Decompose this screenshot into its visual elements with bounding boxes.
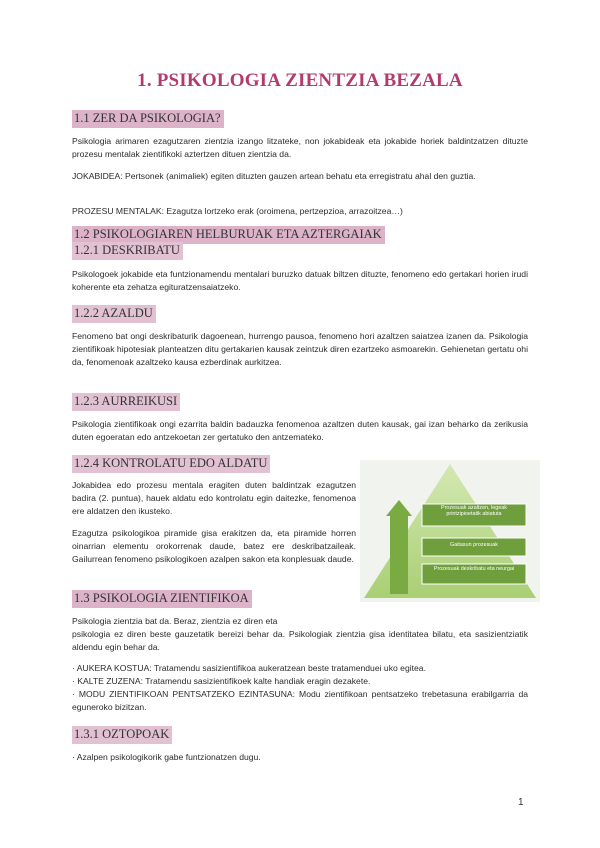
paragraph-deskribatu: Psikologoek jokabide eta funtzionamendu mentalari buruzko datuak biltzen dituzte, fenomeno edo gertakari horien irudi koherente eta zehatza egituratzensaiatzeko. — [72, 269, 528, 293]
knowledge-pyramid-figure — [360, 460, 540, 602]
heading-1-2-4: 1.2.4 KONTROLATU EDO ALDATU — [72, 455, 270, 473]
heading-1-3: 1.3 PSIKOLOGIA ZIENTIFIKOA — [72, 590, 252, 608]
bullet-modu-zientifikoan: · MODU ZIENTIFIKOAN PENTSATZEKO EZINTASUNA: Modu zientifikoan pentsatzeko trebetasuna erabilgarria da eguneroko bizitzan. — [72, 689, 528, 713]
paragraph-aurreikusi: Psikologia zientifikoak ongi ezarrita baldin badauzka fenomenoa azaltzen duten kausak, gai izan beharko da zerikusia duten egoeratan edo antzekoetan zer gertatuko den antzemateko. — [72, 419, 528, 443]
heading-1-2: 1.2 PSIKOLOGIAREN HELBURUAK ETA AZTERGAIAK — [72, 226, 385, 244]
pyramid-box-bottom-label: Prozesuak deskribatu eta neurgai — [433, 566, 515, 572]
heading-1-1: 1.1 ZER DA PSIKOLOGIA? — [72, 110, 224, 128]
heading-1-2-1: 1.2.1 DESKRIBATU — [72, 242, 183, 260]
paragraph-psikologia-definition: Psikologia arimaren ezagutzaren zientzia izango litzateke, non jokabideak eta jokabide horiek baldintzatzen dituzte prozesu mentalak zientifikoki aztertzen dituen zientzia da. — [72, 136, 528, 160]
bullet-kalte-zuzena: · KALTE ZUZENA: Tratamendu sasizientifikoek kalte handiak eragin dezakete. — [72, 676, 371, 686]
heading-1-2-2: 1.2.2 AZALDU — [72, 305, 156, 323]
paragraph-psikologia-zientzia: Psikologia zientzia bat da. Beraz, zientzia ez diren eta — [72, 616, 278, 626]
paragraph-jokabidea: JOKABIDEA: Pertsonek (animaliek) egiten dituzten gauzen artean behatu eta erregistratu ahal den guztia. — [72, 171, 476, 181]
paragraph-azaldu: Fenomeno bat ongi deskribaturik dagoenean, hurrengo pausoa, fenomeno hori azaltzen saiatzea izanen da. Psikologia zientifikoak hipotesiak planteatzen ditu gertakarien kausak zeintzuk diren ezartzeko asmoarekin. Gehienetan gertatu ohi da, fenomenoak azaltzeko kausa ezberdinak aurkitzea. — [72, 331, 528, 368]
pyramid-box-middle-label: Gaitasun prozesuak — [450, 542, 498, 548]
paragraph-kontrolatu: Jokabidea edo prozesu mentala eragiten duten baldintzak ezagutzen badira (2. puntua), hauek aldatu edo kontrolatu egin daitezke, fenomenoa ere aldatzen den ikusteko. — [72, 480, 356, 517]
heading-1-3-1: 1.3.1 OZTOPOAK — [72, 726, 172, 744]
pyramid-graphic — [360, 460, 540, 602]
paragraph-piramidea: Ezagutza psikologikoa piramide gisa erakitzen da, eta piramide horren oinarrian elementu orokorrenak daude, batez ere deskribatzaileak. Gailurrean fenomeno psikologikoen azalpen sakon eta konplesuak daude. — [72, 528, 356, 565]
heading-1-2-3: 1.2.3 AURREIKUSI — [72, 393, 180, 411]
paragraph-prozesu-mentalak: PROZESU MENTALAK: Ezagutza lortzeko erak (oroimena, pertzepzioa, arrazoitzea…) — [72, 206, 403, 216]
paragraph-psikologia-zientzia-cont: psikologia ez diren beste gauzetatik bereizi behar da. Psikologiak zientzia gisa identitatea bilatu, eta sasizientziatik aldendu egin behar da. — [72, 629, 528, 653]
page-title: 1. PSIKOLOGIA ZIENTZIA BEZALA — [137, 70, 463, 91]
bullet-aukera-kostua: · AUKERA KOSTUA: Tratamendu sasizientifikoa aukeratzean beste tratamenduei uko egitea. — [72, 663, 426, 673]
page-number: 1 — [518, 797, 524, 808]
pyramid-box-top-label: Prozesuak azaltzen, legeak printzipioetatik abiatuta — [441, 505, 507, 518]
bullet-azalpen: · Azalpen psikologikorik gabe funtzionatzen dugu. — [72, 752, 261, 762]
